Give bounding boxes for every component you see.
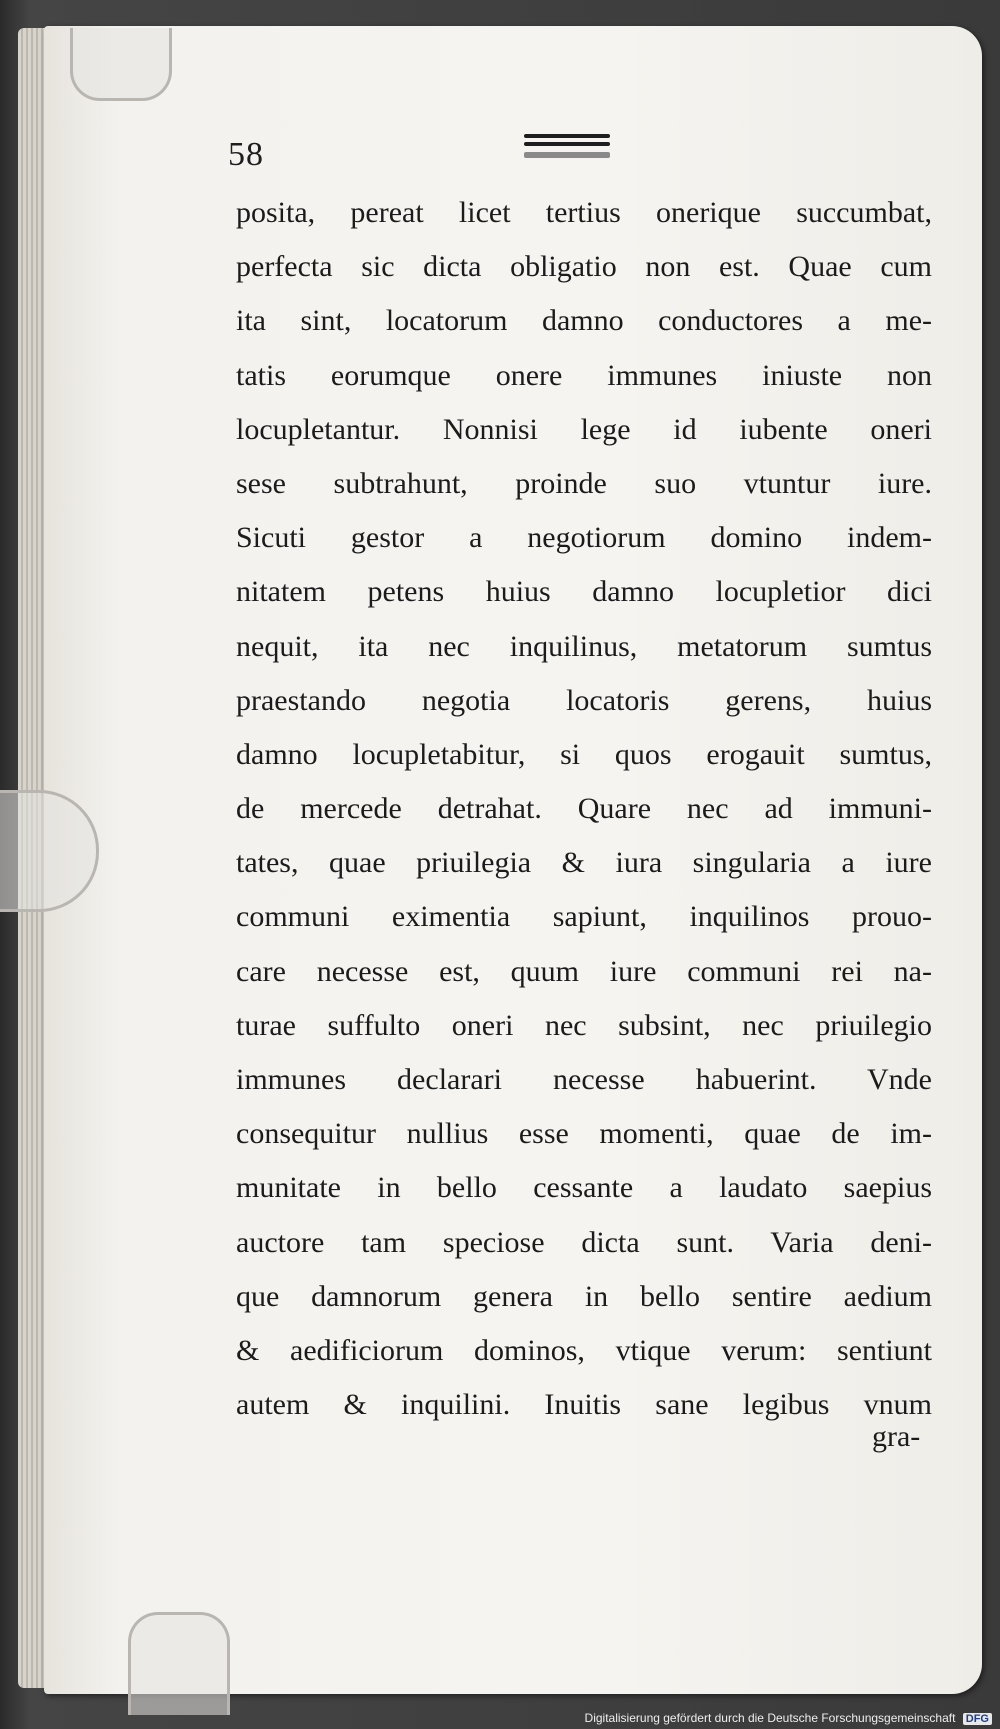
text-line: posita, pereat licet tertius onerique succumbat, (236, 196, 932, 229)
text-line: & aedificiorum dominos, vtique verum: sentiunt (236, 1333, 932, 1367)
text-line: damno locupletabitur, si quos erogauit sumtus, (236, 737, 932, 771)
digitization-credit (585, 1711, 992, 1725)
page-clip (128, 1612, 230, 1715)
text-line: de mercede detrahat. Quare nec ad immuni- (236, 792, 932, 826)
dfg-logo: DFG (963, 1713, 992, 1725)
text-line: consequitur nullius esse momenti, quae de im- (236, 1117, 932, 1151)
page-number: 58 (228, 136, 264, 173)
header-rule-shadow (524, 152, 610, 158)
text-line: locupletantur. Nonnisi lege id iubente oneri (236, 412, 932, 446)
text-line: que damnorum genera in bello sentire aedium (236, 1279, 932, 1313)
catchword: gra- (872, 1420, 921, 1453)
text-line: munitate in bello cessante a laudato saepius (236, 1171, 932, 1205)
text-line: tatis eorumque onere immunes iniuste non (236, 358, 932, 392)
credit-text: Digitalisierung gefördert durch die Deutsche Forschungsgemeinschaft (584, 1711, 956, 1725)
header-rule (524, 134, 610, 138)
text-line: nequit, ita nec inquilinus, metatorum sumtus (236, 629, 932, 663)
text-line: auctore tam speciose dicta sunt. Varia deni- (236, 1225, 932, 1259)
text-line: praestando negotia locatoris gerens, huius (236, 683, 932, 717)
text-line: sese subtrahunt, proinde suo vtuntur iure. (236, 466, 932, 500)
text-line: ita sint, locatorum damno conductores a me- (236, 304, 932, 338)
text-line: tates, quae priuilegia & iura singularia a iure (236, 846, 932, 880)
text-line: autem & inquilini. Inuitis sane legibus vnum (236, 1388, 932, 1422)
body-text (236, 186, 932, 1432)
page-clip (70, 28, 172, 101)
header-rule (524, 142, 610, 146)
text-line: care necesse est, quum iure communi rei na- (236, 954, 932, 988)
text-line: perfecta sic dicta obligatio non est. Quae cum (236, 250, 932, 284)
text-line: immunes declarari necesse habuerint. Vnde (236, 1063, 932, 1096)
text-line: communi eximentia sapiunt, inquilinos prouo- (236, 900, 932, 934)
text-line: turae suffulto oneri nec subsint, nec priuilegio (236, 1008, 932, 1042)
text-line: Sicuti gestor a negotiorum domino indem- (236, 521, 932, 555)
text-line: nitatem petens huius damno locupletior dici (236, 575, 932, 609)
